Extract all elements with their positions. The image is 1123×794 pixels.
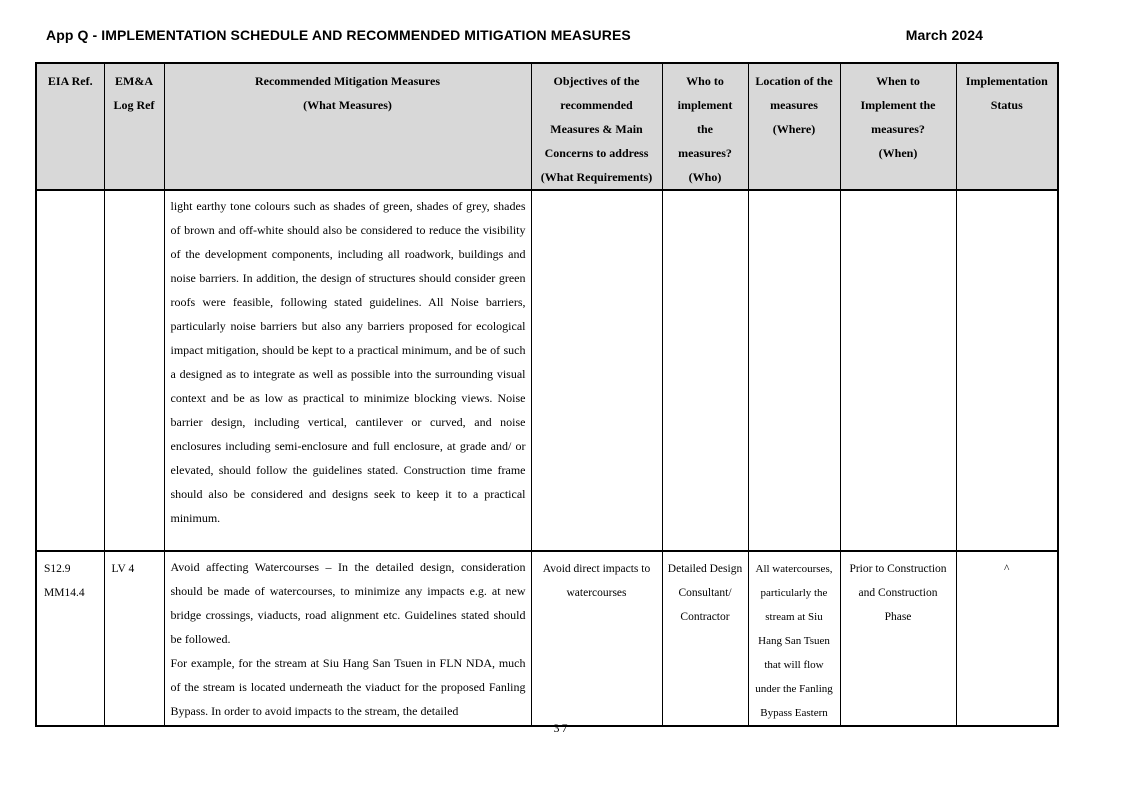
column-header-when [840,63,956,190]
cell-mitigation-measures [164,190,531,551]
measures-paragraph: light earthy tone colours such as shades of green, shades of grey, shades of brown and off-white should also be considered to reduce the visibility of the development components, including all roadwork, buildings and noise barriers. In addition, the design of structures should consider green roofs were feasible, following stated guidelines. All Noise barriers, particularly noise barriers but also any barriers proposed for ecological impact mitigation, should be kept to a practical minimum, and be of such a designed as to integrate as well as possible into the surrounding visual context and be as low as practical to minimize blocking views. Noise barrier design, including vertical, cantilever or curved, and noise enclosures including semi-enclosure and full enclosure, at grade and/ or elevated, should follow the guidelines stated. Construction time frame should also be considered and designs seek to keep it to a practical minimum. [170,199,526,525]
column-header-line: recommended [560,98,633,112]
table-row-continuation [36,190,1058,551]
column-header-line: (What Requirements) [540,170,653,184]
eia-ref-line: S12.9 [44,563,71,575]
table-row-watercourses [36,551,1058,726]
cell-who-empty [662,190,748,551]
column-header-line: Implementation [965,74,1048,88]
column-header-line: measures? [871,122,925,136]
column-header-line: Status [990,98,1023,112]
column-header-line: EM&A [115,74,153,88]
measures-paragraph: For example, for the stream at Siu Hang San Tsuen in FLN NDA, much of the stream is located underneath the viaduct for the proposed Fanling Bypass. In order to avoid impacts to the stream, the detailed [170,656,526,718]
column-header-line: Recommended Mitigation Measures [254,74,441,88]
column-header-where [748,63,840,190]
document-header [46,27,983,43]
column-header-line: When to [876,74,920,88]
document-date: March 2024 [905,27,983,43]
cell-mitigation-measures [164,551,531,726]
cell-objectives-empty [531,190,662,551]
implementation-schedule-table [35,62,1059,727]
column-header-line: (What Measures) [303,98,392,112]
cell-where-empty [748,190,840,551]
column-header-line: Log Ref [113,98,155,112]
column-header-line: EIA Ref. [47,74,93,88]
column-header-objectives [531,63,662,190]
cell-where: All watercourses, particularly the stream at Siu Hang San Tsuen that will flow under the Fanling Bypass Eastern [748,551,840,726]
measures-paragraph: Avoid affecting Watercourses – In the detailed design, consideration should be made of watercourses, to minimize any impacts e.g. at new bridge crossings, viaducts, road alignment etc. Guidelines stated should be followed. [170,560,526,646]
column-header-line: (Who) [688,170,722,184]
cell-ema-log-ref-empty [104,190,164,551]
column-header-who [662,63,748,190]
cell-when-empty [840,190,956,551]
column-header-line: measures? [678,146,732,160]
column-header-ema-log-ref [104,63,164,190]
table-header-row [36,63,1058,190]
cell-status-empty [956,190,1058,551]
column-header-line: the [697,122,713,136]
cell-objectives: Avoid direct impacts to watercourses [531,551,662,726]
column-header-line: (Where) [772,122,816,136]
column-header-line: Concerns to address [544,146,649,160]
cell-who: Detailed Design Consultant/ Contractor [662,551,748,726]
column-header-eia-ref [36,63,104,190]
cell-eia-ref [36,551,104,726]
column-header-line: Who to [686,74,724,88]
document-title: App Q - IMPLEMENTATION SCHEDULE AND RECOMMENDED MITIGATION MEASURES [46,27,631,43]
column-header-measures [164,63,531,190]
cell-eia-ref-empty [36,190,104,551]
ema-log-ref-value: LV 4 [111,563,135,575]
column-header-line: (When) [878,146,918,160]
page-number: 37 [553,721,570,735]
column-header-line: measures [770,98,818,112]
column-header-line: Objectives of the [553,74,640,88]
column-header-line: Implement the [860,98,936,112]
cell-status: ^ [956,551,1058,726]
column-header-status [956,63,1058,190]
column-header-line: implement [677,98,733,112]
cell-when: Prior to Construction and Construction Phase [840,551,956,726]
eia-ref-line: MM14.4 [44,587,85,599]
column-header-line: Measures & Main [550,122,643,136]
cell-ema-log-ref [104,551,164,726]
column-header-line: Location of the [755,74,833,88]
